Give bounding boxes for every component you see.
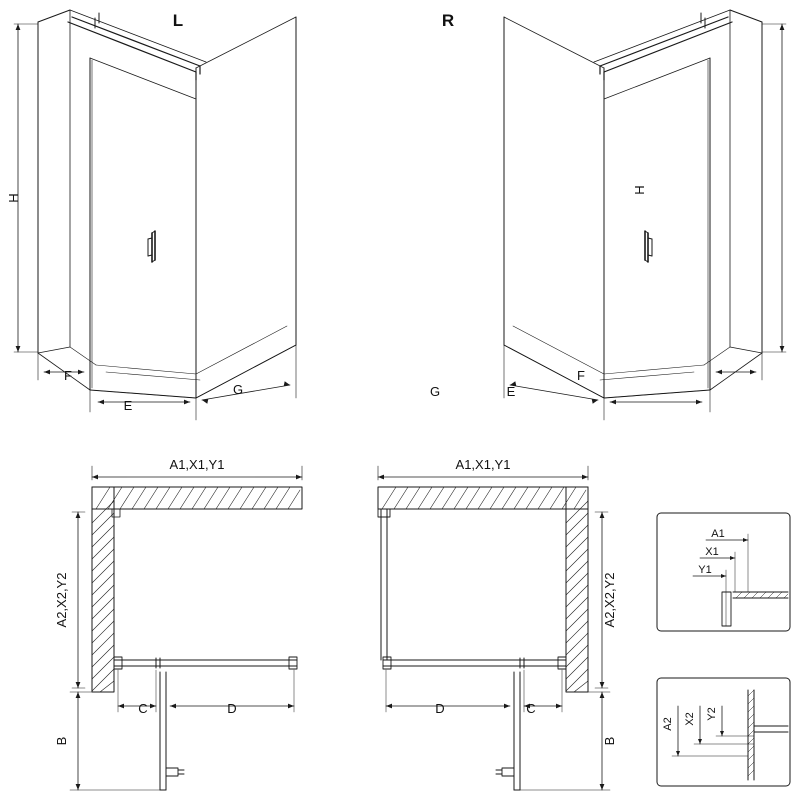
label-plan-left-swing-dim: B (54, 736, 69, 746)
plan-left-view (70, 466, 302, 790)
label-detail-y2: Y2 (706, 707, 718, 721)
label-left-hand: L (172, 11, 184, 30)
label-detail-x1: X1 (705, 546, 719, 558)
label-detail-y1: Y1 (698, 564, 712, 576)
label-fixed-panel-right: G (429, 384, 441, 399)
isometric-left-view (14, 10, 296, 420)
label-plan-left-top-dim: A1,X1,Y1 (169, 457, 225, 472)
label-plan-left-segment-d: D (227, 701, 237, 716)
label-plan-right-swing-dim: B (602, 736, 617, 746)
label-door-left: E (123, 398, 133, 413)
label-fixed-panel-left: G (232, 382, 244, 397)
label-side-panel-right: F (577, 368, 585, 383)
label-plan-right-segment-d: D (435, 701, 445, 716)
label-height-left: H (6, 193, 21, 203)
label-right-hand: R (441, 11, 455, 30)
label-plan-left-side-dim: A2,X2,Y2 (54, 572, 69, 628)
label-side-panel-left: F (64, 368, 72, 383)
label-detail-a1: A1 (711, 528, 725, 540)
label-height-right: H (632, 185, 647, 195)
label-plan-right-top-dim: A1,X1,Y1 (455, 457, 511, 472)
detail-lower-box (657, 678, 790, 786)
label-plan-right-segment-c: C (526, 701, 536, 716)
label-detail-a2: A2 (662, 717, 674, 731)
label-detail-x2: X2 (684, 712, 696, 726)
label-door-right: E (506, 384, 516, 399)
label-plan-left-segment-c: C (138, 701, 148, 716)
plan-right-view (378, 466, 610, 790)
label-plan-right-side-dim: A2,X2,Y2 (602, 572, 617, 628)
isometric-right-view (504, 10, 786, 420)
